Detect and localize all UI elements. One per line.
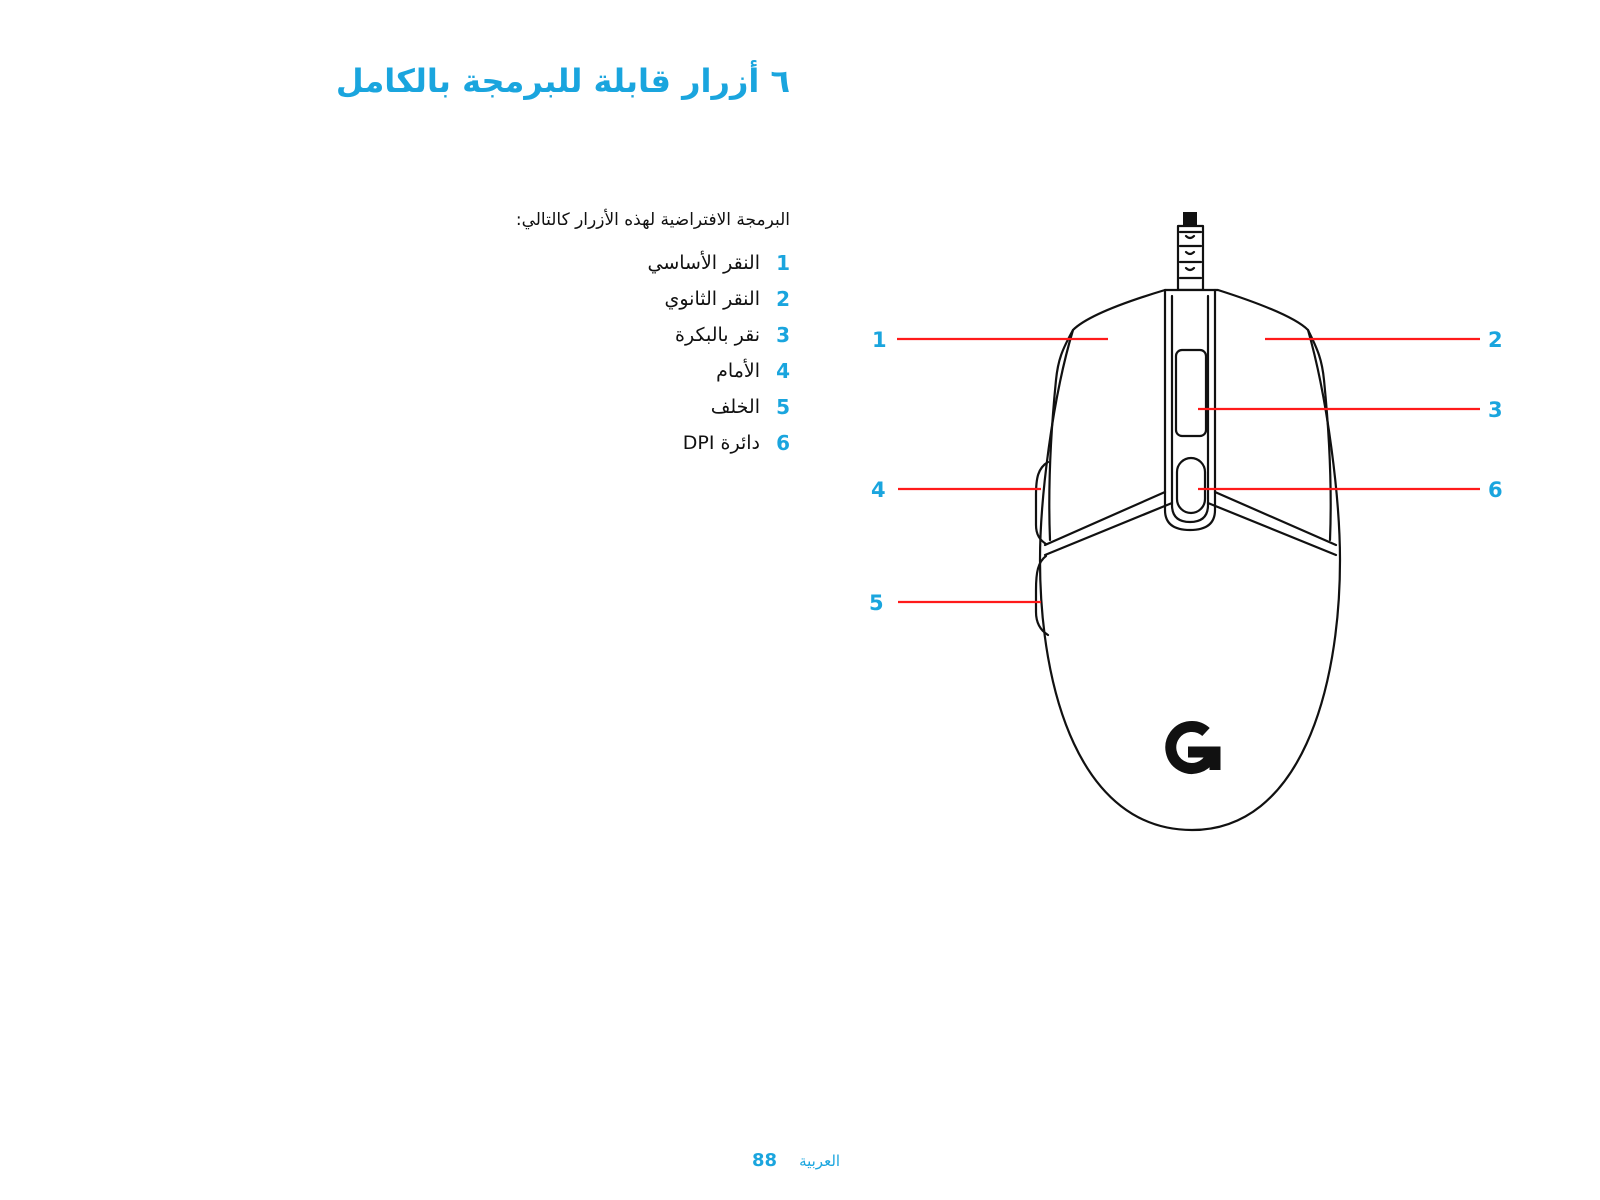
list-item bbox=[647, 353, 790, 389]
cable-icon bbox=[1183, 212, 1197, 226]
callout-number-3: 3 bbox=[1488, 398, 1503, 422]
callout-number-1: 1 bbox=[872, 328, 887, 352]
callout-number-5: 5 bbox=[869, 591, 884, 615]
list-item-label: الأمام bbox=[716, 360, 760, 382]
list-item-number: 4 bbox=[776, 359, 790, 383]
list-item bbox=[647, 281, 790, 317]
page-title: ٦ أزرار قابلة للبرمجة بالكامل bbox=[335, 62, 790, 100]
list-item-number: 6 bbox=[776, 431, 790, 455]
scroll-wheel bbox=[1176, 350, 1206, 436]
list-item bbox=[647, 425, 790, 461]
mouse-diagram bbox=[860, 200, 1560, 850]
intro-text: البرمجة الافتراضية لهذه الأزرار كالتالي: bbox=[515, 210, 790, 230]
callout-number-6: 6 bbox=[1488, 478, 1503, 502]
dpi-button bbox=[1177, 458, 1205, 513]
list-item-label: نقر بالبكرة bbox=[675, 324, 760, 346]
list-item-number: 2 bbox=[776, 287, 790, 311]
callout-number-2: 2 bbox=[1488, 328, 1503, 352]
list-item-number: 3 bbox=[776, 323, 790, 347]
list-item-number: 5 bbox=[776, 395, 790, 419]
list-item-label: النقر الثانوي bbox=[664, 288, 760, 310]
button-list bbox=[647, 245, 790, 461]
footer-language: العربية bbox=[799, 1152, 841, 1170]
list-item bbox=[647, 389, 790, 425]
list-item-label: الخلف bbox=[710, 396, 760, 418]
list-item bbox=[647, 245, 790, 281]
list-item-number: 1 bbox=[776, 251, 790, 275]
list-item-label: النقر الأساسي bbox=[647, 252, 760, 274]
list-item-label: دائرة DPI bbox=[682, 432, 760, 454]
callout-number-4: 4 bbox=[871, 478, 886, 502]
cable-connector bbox=[1178, 226, 1203, 290]
page-number: 88 bbox=[752, 1150, 778, 1171]
page-footer bbox=[752, 1150, 840, 1171]
list-item bbox=[647, 317, 790, 353]
